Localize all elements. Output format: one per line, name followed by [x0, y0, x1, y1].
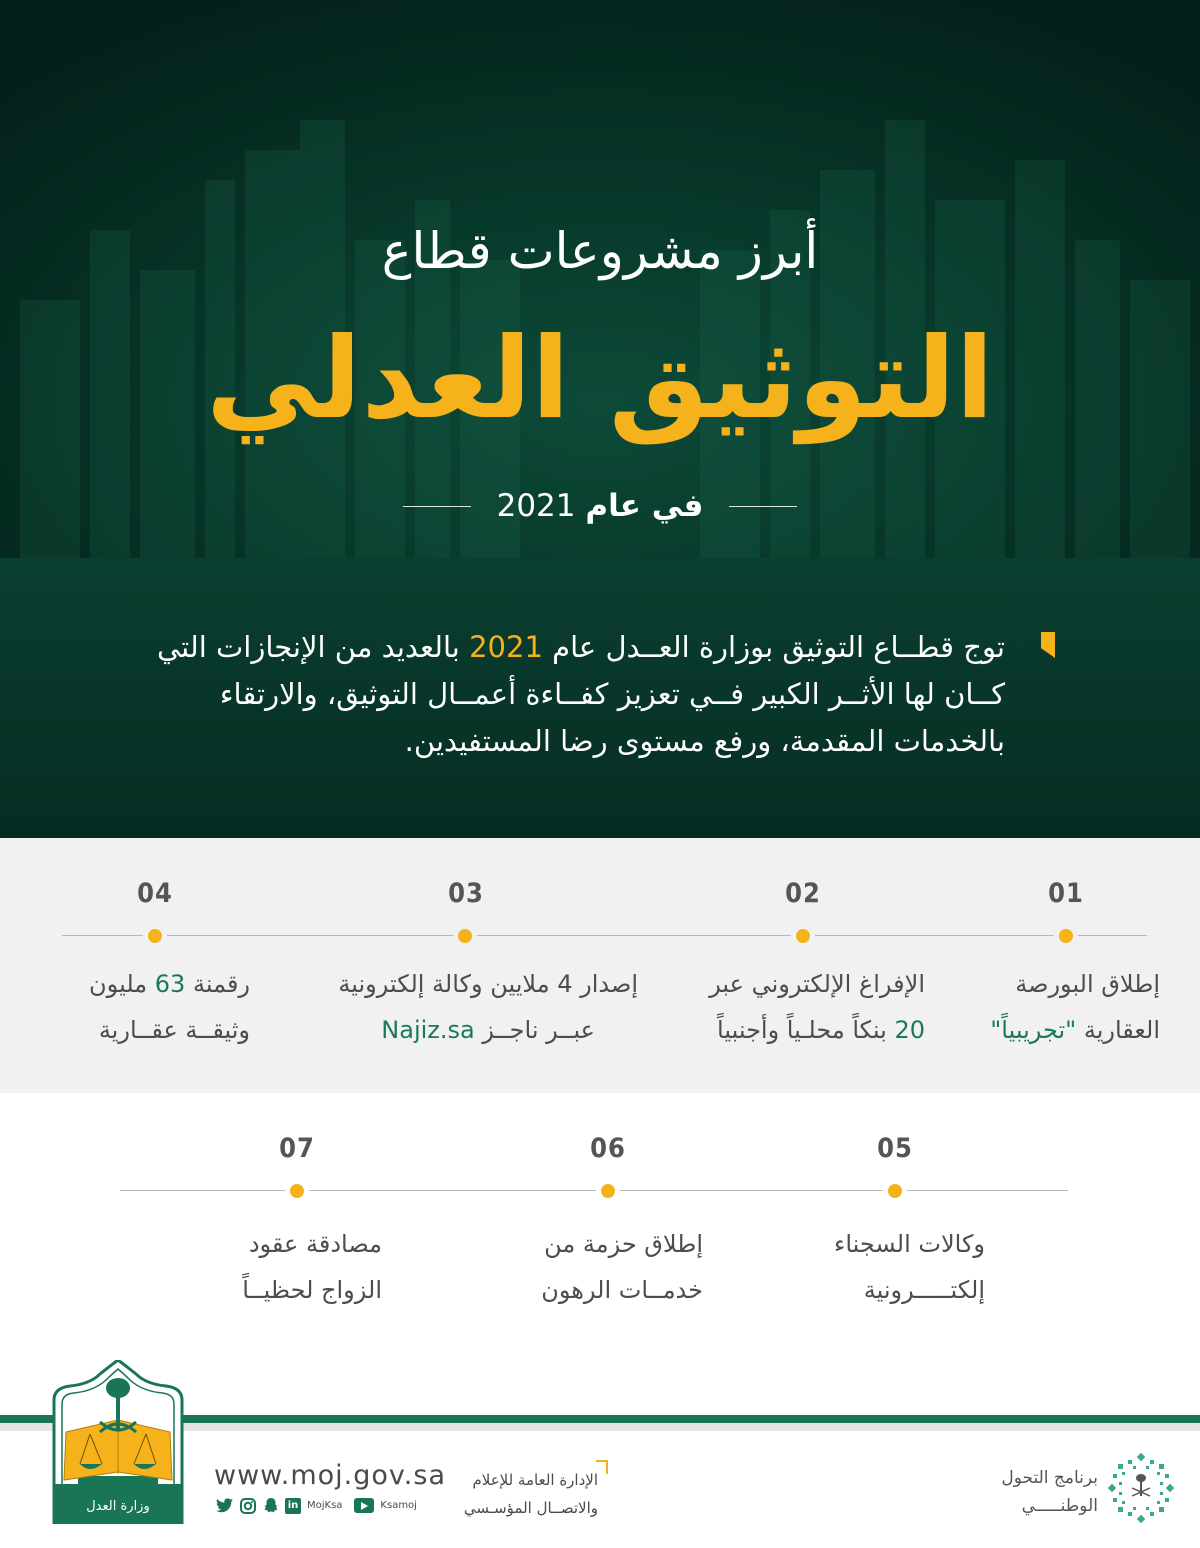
linkedin-icon[interactable]: in [285, 1498, 301, 1514]
department-name: الإدارة العامة للإعلام والاتصــال المؤسـسي [463, 1471, 598, 1517]
timeline-dot [290, 1184, 304, 1198]
twitter-icon[interactable] [216, 1497, 233, 1514]
step-number: 02 [785, 878, 821, 909]
year-label: في عام 2021 [496, 488, 704, 524]
project-item-03: إصدار 4 ملايين وكالة إلكترونية عبــر ناجــز Najiz.sa [338, 970, 638, 1044]
ministry-of-justice-logo [50, 1360, 186, 1524]
step-number: 03 [448, 878, 484, 909]
timeline-line [120, 1190, 1068, 1191]
project-item-04: رقمنة 63 مليون وثيقــة عقــارية [89, 970, 250, 1044]
divider-line [729, 506, 797, 507]
step-number: 01 [1048, 878, 1084, 909]
social-handle-mojksa[interactable]: MojKsa [307, 1500, 343, 1511]
step-number: 07 [279, 1133, 315, 1164]
project-item-06: إطلاق حزمة من خدمــات الرهون [541, 1230, 703, 1304]
intro-paragraph: توج قطــاع التوثيق بوزارة العــدل عام 2021 بالعديد من الإنجازات التي كــان لها الأثــر الكبير فــي تعزيز كفــاءة أعمــال التوثيق، والارتقاء بالخدمات المقدمة، ورفع مستوى رضا المستفيدين. [150, 624, 1055, 765]
city-skyline-background [0, 0, 1200, 560]
project-item-07: مصادقة عقود الزواج لحظيــاً [242, 1230, 382, 1304]
instagram-icon[interactable] [239, 1497, 256, 1514]
page-title: التوثيق العدلي [206, 314, 994, 444]
national-transformation-program-name: برنامج التحول الوطنـــــي [1001, 1468, 1098, 1516]
snapchat-icon[interactable] [262, 1497, 279, 1514]
project-item-05: وكالات السجناء إلكتـــــرونية [834, 1230, 985, 1304]
timeline-row-1 [0, 838, 1200, 1093]
quote-marker-icon [1041, 632, 1055, 658]
project-item-01: إطلاق البورصة العقارية "تجريبياً" [990, 970, 1160, 1044]
timeline-dot [458, 929, 472, 943]
social-handle-ksamoj[interactable]: Ksamoj [380, 1500, 417, 1511]
national-transformation-program-logo [1108, 1452, 1174, 1524]
divider-line [403, 506, 471, 507]
page-subtitle: أبرز مشروعات قطاع [381, 222, 819, 280]
social-links [216, 1497, 423, 1514]
timeline-dot [888, 1184, 902, 1198]
step-number: 05 [877, 1133, 913, 1164]
timeline-row-2 [0, 1093, 1200, 1353]
timeline-dot [148, 929, 162, 943]
year-row [0, 484, 1200, 528]
highlight-year: 2021 [469, 630, 543, 664]
step-number: 04 [137, 878, 173, 909]
project-item-02: الإفراغ الإلكتروني عبر 20 بنكاً محلـياً وأجنبياً [709, 970, 925, 1044]
step-number: 06 [590, 1133, 626, 1164]
timeline-dot [601, 1184, 615, 1198]
timeline-dot [1059, 929, 1073, 943]
youtube-icon[interactable] [354, 1498, 374, 1513]
timeline-dot [796, 929, 810, 943]
timeline-line [62, 935, 1147, 936]
website-link[interactable]: www.moj.gov.sa [214, 1460, 446, 1491]
svg-text:وزارة العدل: وزارة العدل [86, 1499, 150, 1514]
